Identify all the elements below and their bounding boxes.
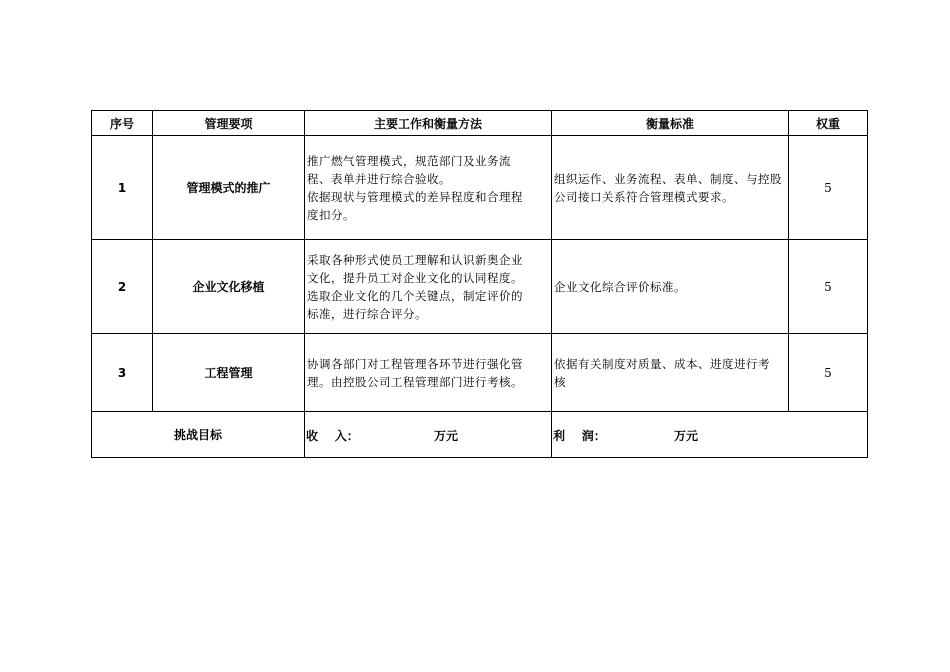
row-method: [305, 136, 552, 240]
row-standard: [552, 240, 789, 334]
footer-row: [92, 412, 868, 458]
method-line: 依据现状与管理模式的差异程度和合理程: [307, 189, 523, 204]
table-row: [92, 334, 868, 412]
revenue-cell: [305, 412, 552, 458]
method-line: 文化，提升员工对企业文化的认同程度。: [307, 270, 523, 285]
row-weight: 5: [789, 240, 868, 334]
method-line: 理。由控股公司工程管理部门进行考核。: [307, 374, 523, 389]
method-line: 采取各种形式使员工理解和认识新奥企业: [307, 252, 523, 267]
method-line: 度扣分。: [307, 207, 355, 222]
table-row: [92, 240, 868, 334]
standard-line: 企业文化综合评价标准。: [554, 279, 686, 294]
header-item: 管理要项: [153, 111, 305, 136]
row-number: 3: [92, 334, 153, 412]
revenue-label: 收 入：: [306, 429, 359, 443]
standard-line: 公司接口关系符合管理模式要求。: [554, 189, 734, 204]
challenge-target-label: 挑战目标: [92, 412, 305, 458]
standard-line: 依据有关制度对质量、成本、进度进行考: [554, 356, 770, 371]
row-item: 管理模式的推广: [153, 136, 305, 240]
method-line: 选取企业文化的几个关键点，制定评价的: [307, 288, 523, 303]
row-method: [305, 240, 552, 334]
header-row: [92, 111, 868, 136]
assessment-table: [91, 110, 868, 458]
row-weight: 5: [789, 136, 868, 240]
table-row: [92, 136, 868, 240]
header-seq: 序号: [92, 111, 153, 136]
method-line: 标准，进行综合评分。: [307, 306, 427, 321]
profit-unit: 万元: [674, 429, 699, 443]
standard-line: 核: [554, 374, 566, 389]
standard-line: 组织运作、业务流程、表单、制度、与控股: [554, 171, 782, 186]
header-method: 主要工作和衡量方法: [305, 111, 552, 136]
revenue-unit: 万元: [434, 429, 459, 443]
method-line: 协调各部门对工程管理各环节进行强化管: [307, 356, 523, 371]
header-weight: 权重: [789, 111, 868, 136]
row-number: 1: [92, 136, 153, 240]
row-standard: [552, 334, 789, 412]
method-line: 推广燃气管理模式，规范部门及业务流: [307, 153, 511, 168]
profit-label: 利 润：: [553, 429, 606, 443]
row-item: 企业文化移植: [153, 240, 305, 334]
row-number: 2: [92, 240, 153, 334]
row-item: 工程管理: [153, 334, 305, 412]
row-weight: 5: [789, 334, 868, 412]
method-line: 程、表单并进行综合验收。: [307, 171, 451, 186]
profit-cell: [552, 412, 868, 458]
header-standard: 衡量标准: [552, 111, 789, 136]
row-standard: [552, 136, 789, 240]
row-method: [305, 334, 552, 412]
